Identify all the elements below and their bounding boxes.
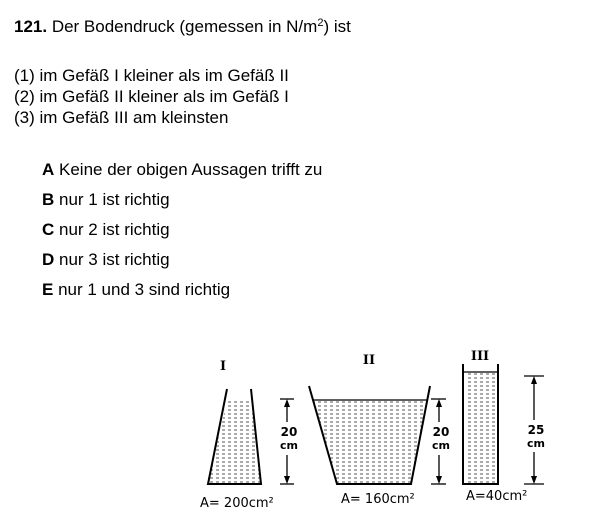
- vessel-1-height-unit: cm: [280, 439, 298, 452]
- answer-letter: D: [42, 250, 55, 269]
- vessel-1-label: I: [219, 359, 227, 374]
- question-superscript: 2: [317, 17, 324, 29]
- vessel-3-height-value: 25: [527, 423, 545, 437]
- answer-letter: A: [42, 160, 55, 179]
- question-text: Der Bodendruck (gemessen in N/m: [47, 17, 318, 36]
- vessel-2-height-unit: cm: [432, 439, 450, 452]
- vessel-1-arrow-down: [284, 476, 290, 484]
- vessel-3-area: A=40cm²: [466, 489, 528, 504]
- vessel-2-arrow-down: [436, 476, 442, 484]
- statement-2: (2) im Gefäß II kleiner als im Gefäß I: [14, 87, 289, 106]
- answer-text: nur 1 ist richtig: [54, 190, 170, 209]
- answer-text: nur 3 ist richtig: [54, 250, 170, 269]
- vessel-1: [200, 359, 298, 511]
- vessel-2-area: A= 160cm²: [341, 492, 415, 507]
- vessel-3-water: [465, 372, 497, 484]
- answer-text: nur 2 ist richtig: [54, 220, 170, 239]
- statement-3: (3) im Gefäß III am kleinsten: [14, 108, 229, 127]
- vessel-2-water: [312, 400, 428, 484]
- question-number: 121.: [14, 17, 48, 36]
- vessel-3-arrow-down: [531, 476, 537, 484]
- answer-letter: E: [42, 280, 54, 299]
- vessel-3: [463, 349, 545, 504]
- answer-text: nur 1 und 3 sind richtig: [53, 280, 231, 299]
- vessel-3-label: III: [470, 349, 490, 364]
- vessel-1-area: A= 200cm²: [200, 496, 274, 511]
- vessel-2-height-value: 20: [432, 425, 450, 439]
- question-text-end: ) ist: [323, 17, 351, 36]
- vessel-2: [309, 353, 450, 507]
- answer-letter: B: [42, 190, 55, 209]
- vessel-1-height-value: 20: [280, 425, 298, 439]
- vessel-3-height-unit: cm: [527, 437, 545, 450]
- answer-text: Keine der obigen Aussagen trifft zu: [54, 160, 323, 179]
- answer-letter: C: [42, 220, 55, 239]
- statement-1: (1) im Gefäß I kleiner als im Gefäß II: [14, 66, 289, 85]
- vessel-2-label: II: [362, 353, 376, 368]
